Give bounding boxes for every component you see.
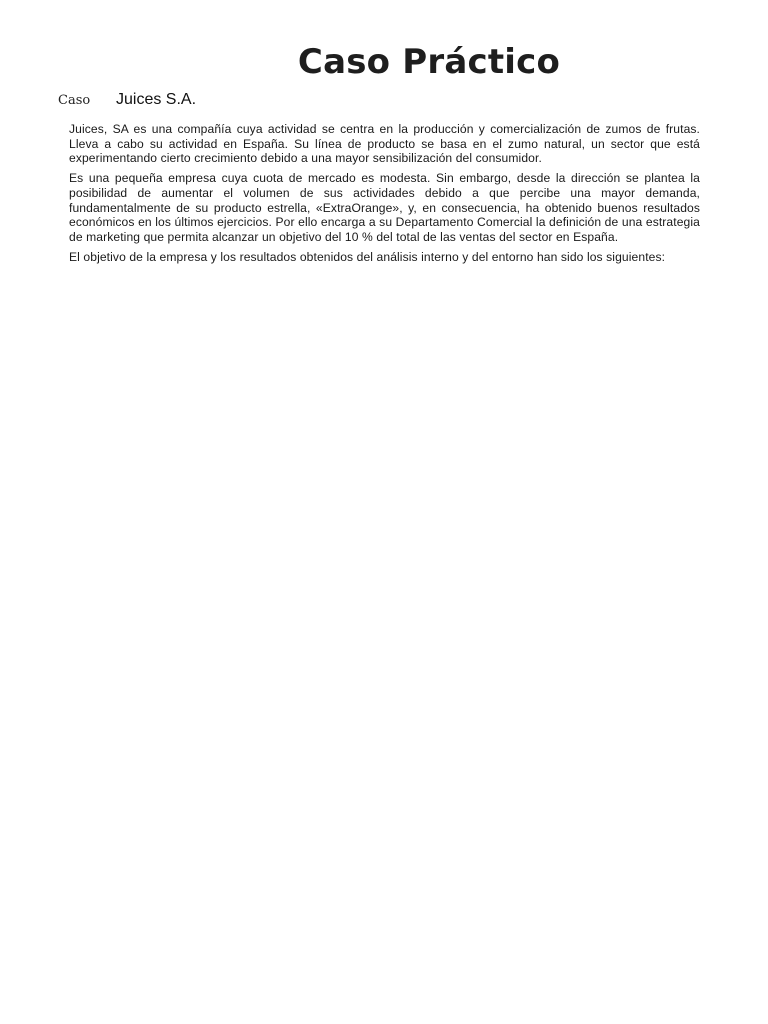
- case-body: [69, 122, 700, 270]
- page-title: Caso Práctico: [297, 41, 561, 82]
- paragraph: Es una pequeña empresa cuya cuota de mercado es modesta. Sin embargo, desde la dirección se plantea la posibilidad de aumentar el volumen de sus actividades debido a que percibe una mayor demanda, fundamentalmente de su producto estrella, «ExtraOrange», y, en consecuencia, ha obtenido buenos resultados económicos en los últimos ejercicios. Por ello encarga a su Departamento Comercial la definición de una estrategia de marketing que permita alcanzar un objetivo del 10 % del total de las ventas del sector en España.: [69, 171, 700, 244]
- case-prefix: Caso: [58, 93, 91, 108]
- case-heading: [58, 91, 196, 109]
- paragraph: Juices, SA es una compañía cuya actividad se centra en la producción y comercialización de zumos de frutas. Lleva a cabo su actividad en España. Su línea de producto se basa en el zumo natural, un sector que está experimentando cierto crecimiento debido a una mayor sensibilización del consumidor.: [69, 122, 700, 166]
- case-name: Juices S.A.: [116, 91, 197, 108]
- paragraph: El objetivo de la empresa y los resultados obtenidos del análisis interno y del entorno han sido los siguientes:: [69, 249, 666, 264]
